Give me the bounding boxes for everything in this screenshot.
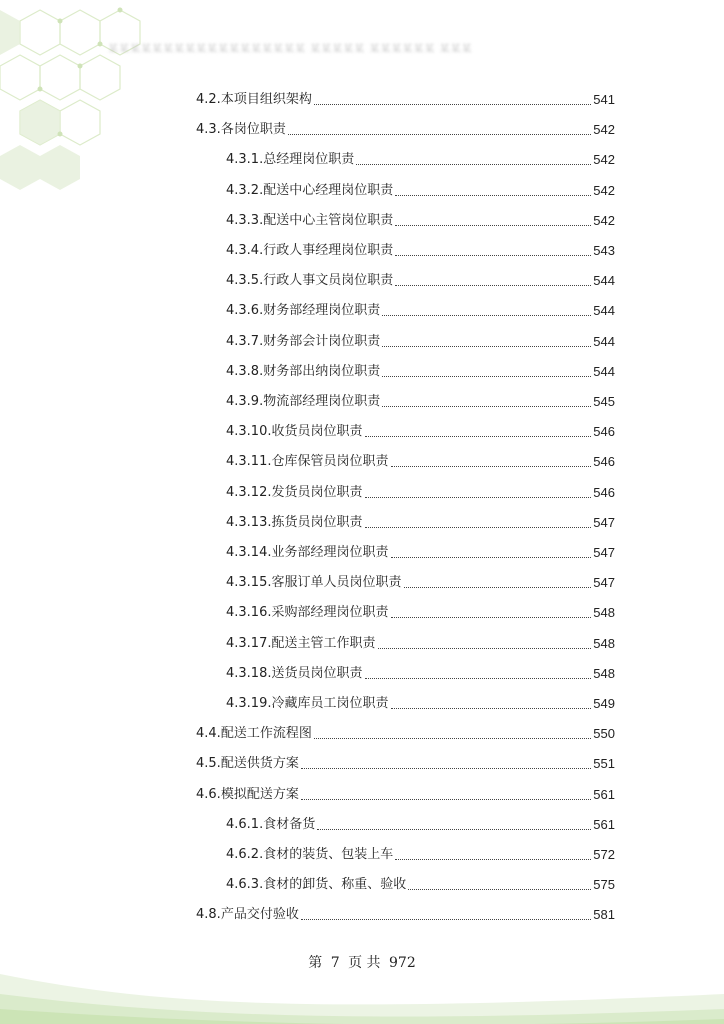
toc-entry-page-number: 548 — [593, 605, 615, 620]
toc-dot-leader — [317, 828, 591, 830]
toc-entry[interactable] — [226, 269, 615, 289]
toc-entry-page-number: 547 — [593, 515, 615, 530]
toc-entry-title: 发货员岗位职责 — [271, 485, 363, 500]
toc-entry-title: 冷藏库员工岗位职责 — [271, 696, 389, 711]
toc-entry[interactable] — [196, 903, 615, 923]
toc-entry-title: 行政人事文员岗位职责 — [263, 273, 394, 288]
toc-entry-number: 4.3.9. — [226, 394, 264, 409]
toc-entry[interactable] — [226, 450, 615, 470]
toc-entry[interactable] — [226, 511, 615, 531]
toc-entry-title: 配送中心经理岗位职责 — [263, 183, 394, 198]
toc-entry-number: 4.2. — [196, 92, 221, 107]
toc-dot-leader — [395, 858, 591, 860]
toc-entry-number: 4.3.1. — [226, 152, 264, 167]
toc-dot-leader — [301, 918, 591, 920]
toc-entry-page-number: 542 — [593, 122, 615, 137]
toc-entry-number: 4.3.5. — [226, 273, 264, 288]
toc-dot-leader — [382, 405, 591, 407]
toc-entry-title: 财务部出纳岗位职责 — [263, 364, 381, 379]
toc-entry[interactable] — [196, 722, 615, 742]
toc-entry-number: 4.3.7. — [226, 334, 264, 349]
toc-entry-title: 产品交付验收 — [220, 907, 299, 922]
toc-entry-number: 4.3.12. — [226, 485, 272, 500]
toc-entry-title: 收货员岗位职责 — [271, 424, 363, 439]
toc-dot-leader — [391, 616, 592, 618]
toc-entry-title: 配送中心主管岗位职责 — [263, 213, 394, 228]
toc-entry-page-number: 549 — [593, 696, 615, 711]
toc-dot-leader — [382, 375, 591, 377]
toc-dot-leader — [301, 798, 591, 800]
toc-entry-number: 4.3.3. — [226, 213, 264, 228]
toc-entry[interactable] — [226, 662, 615, 682]
toc-entry-number: 4.3.4. — [226, 243, 264, 258]
footer-current-page: 7 — [330, 955, 340, 971]
toc-entry-title: 业务部经理岗位职责 — [271, 545, 389, 560]
toc-entry-page-number: 542 — [593, 152, 615, 167]
toc-dot-leader — [365, 677, 592, 679]
toc-entry-title: 财务部经理岗位职责 — [263, 303, 381, 318]
hexagon-pattern-decoration — [0, 0, 200, 200]
toc-entry[interactable] — [226, 571, 615, 591]
toc-dot-leader — [391, 556, 592, 558]
toc-entry-title: 总经理岗位职责 — [263, 152, 355, 167]
toc-dot-leader — [356, 163, 591, 165]
toc-entry-number: 4.3.16. — [226, 605, 272, 620]
toc-dot-leader — [391, 465, 592, 467]
toc-entry[interactable] — [226, 541, 615, 561]
toc-entry-page-number: 542 — [593, 183, 615, 198]
toc-entry[interactable] — [196, 118, 615, 138]
toc-entry-title: 食材备货 — [263, 817, 316, 832]
toc-entry-title: 物流部经理岗位职责 — [263, 394, 381, 409]
toc-entry[interactable] — [196, 783, 615, 803]
toc-entry[interactable] — [226, 632, 615, 652]
toc-entry-page-number: 544 — [593, 303, 615, 318]
toc-entry-page-number: 544 — [593, 273, 615, 288]
toc-entry-page-number: 561 — [593, 817, 615, 832]
toc-dot-leader — [288, 133, 591, 135]
toc-entry[interactable] — [226, 601, 615, 621]
bottom-wave-decoration — [0, 934, 724, 1024]
toc-entry[interactable] — [226, 299, 615, 319]
toc-entry[interactable] — [196, 88, 615, 108]
footer-prefix: 第 — [308, 955, 323, 971]
toc-entry-title: 各岗位职责 — [220, 122, 286, 137]
footer-total-pages: 972 — [389, 955, 416, 971]
toc-entry-title: 配送工作流程图 — [220, 726, 312, 741]
toc-entry[interactable] — [196, 752, 615, 772]
toc-entry-title: 食材的卸货、称重、验收 — [263, 877, 407, 892]
toc-dot-leader — [391, 707, 592, 709]
toc-entry-page-number: 548 — [593, 666, 615, 681]
toc-entry-number: 4.8. — [196, 907, 221, 922]
toc-entry-page-number: 547 — [593, 575, 615, 590]
toc-entry-page-number: 548 — [593, 636, 615, 651]
toc-entry-number: 4.4. — [196, 726, 221, 741]
toc-entry-page-number: 581 — [593, 907, 615, 922]
toc-entry-number: 4.3.2. — [226, 183, 264, 198]
toc-entry[interactable] — [226, 420, 615, 440]
toc-dot-leader — [395, 254, 591, 256]
toc-entry-number: 4.5. — [196, 756, 221, 771]
toc-entry-page-number: 542 — [593, 213, 615, 228]
toc-entry[interactable] — [226, 209, 615, 229]
toc-entry-page-number: 551 — [593, 756, 615, 771]
toc-dot-leader — [314, 737, 591, 739]
toc-dot-leader — [408, 888, 591, 890]
toc-entry-number: 4.6.2. — [226, 847, 264, 862]
toc-entry-page-number: 561 — [593, 787, 615, 802]
toc-entry-number: 4.6. — [196, 787, 221, 802]
toc-entry[interactable] — [226, 481, 615, 501]
toc-entry-title: 本项目组织架构 — [220, 92, 312, 107]
toc-dot-leader — [395, 224, 591, 226]
toc-entry-title: 食材的装货、包装上车 — [263, 847, 394, 862]
toc-entry-page-number: 546 — [593, 485, 615, 500]
toc-entry-title: 采购部经理岗位职责 — [271, 605, 389, 620]
toc-entry-page-number: 547 — [593, 545, 615, 560]
toc-dot-leader — [404, 586, 592, 588]
toc-dot-leader — [382, 314, 591, 316]
toc-entry[interactable] — [226, 148, 615, 168]
toc-entry-number: 4.3.17. — [226, 636, 272, 651]
toc-entry-number: 4.3.10. — [226, 424, 272, 439]
toc-entry-title: 配送供货方案 — [220, 756, 299, 771]
toc-entry[interactable] — [226, 692, 615, 712]
toc-entry-page-number: 572 — [593, 847, 615, 862]
toc-entry-number: 4.3.19. — [226, 696, 272, 711]
toc-entry-title: 配送主管工作职责 — [271, 636, 376, 651]
toc-entry-page-number: 544 — [593, 364, 615, 379]
toc-entry-page-number: 546 — [593, 424, 615, 439]
toc-entry-number: 4.3.8. — [226, 364, 264, 379]
toc-entry-page-number: 575 — [593, 877, 615, 892]
toc-entry-title: 客服订单人员岗位职责 — [271, 575, 402, 590]
toc-entry-page-number: 544 — [593, 334, 615, 349]
toc-entry-title: 送货员岗位职责 — [271, 666, 363, 681]
toc-dot-leader — [382, 345, 591, 347]
toc-dot-leader — [378, 647, 592, 649]
toc-entry-number: 4.3.6. — [226, 303, 264, 318]
toc-entry-title: 拣货员岗位职责 — [271, 515, 363, 530]
toc-entry-number: 4.3.15. — [226, 575, 272, 590]
toc-entry-number: 4.6.3. — [226, 877, 264, 892]
document-header-text: 某某某某某某某某某某某某某某某某某某 某某某某某 某某某某某某 某某某 — [108, 44, 473, 55]
toc-entry-title: 财务部会计岗位职责 — [263, 334, 381, 349]
toc-entry[interactable] — [226, 360, 615, 380]
toc-entry-number: 4.6.1. — [226, 817, 264, 832]
toc-entry-number: 4.3.18. — [226, 666, 272, 681]
toc-entry[interactable] — [226, 239, 615, 259]
toc-entry[interactable] — [226, 873, 615, 893]
toc-dot-leader — [365, 526, 592, 528]
toc-dot-leader — [365, 496, 592, 498]
toc-entry-page-number: 546 — [593, 454, 615, 469]
toc-dot-leader — [301, 767, 591, 769]
toc-entry[interactable] — [226, 843, 615, 863]
toc-entry-page-number: 550 — [593, 726, 615, 741]
toc-entry-page-number: 541 — [593, 92, 615, 107]
toc-entry-number: 4.3. — [196, 122, 221, 137]
toc-entry-page-number: 543 — [593, 243, 615, 258]
toc-entry-title: 行政人事经理岗位职责 — [263, 243, 394, 258]
toc-dot-leader — [314, 103, 591, 105]
toc-dot-leader — [365, 435, 592, 437]
toc-entry-title: 模拟配送方案 — [220, 787, 299, 802]
toc-entry-page-number: 545 — [593, 394, 615, 409]
toc-entry-number: 4.3.11. — [226, 454, 272, 469]
toc-dot-leader — [395, 284, 591, 286]
footer-middle: 页 共 — [348, 955, 381, 971]
toc-entry[interactable] — [226, 390, 615, 410]
toc-dot-leader — [395, 194, 591, 196]
toc-entry-title: 仓库保管员岗位职责 — [271, 454, 389, 469]
toc-entry[interactable] — [226, 330, 615, 350]
toc-entry-number: 4.3.14. — [226, 545, 272, 560]
toc-entry-number: 4.3.13. — [226, 515, 272, 530]
toc-entry[interactable] — [226, 813, 615, 833]
toc-entry[interactable] — [226, 179, 615, 199]
